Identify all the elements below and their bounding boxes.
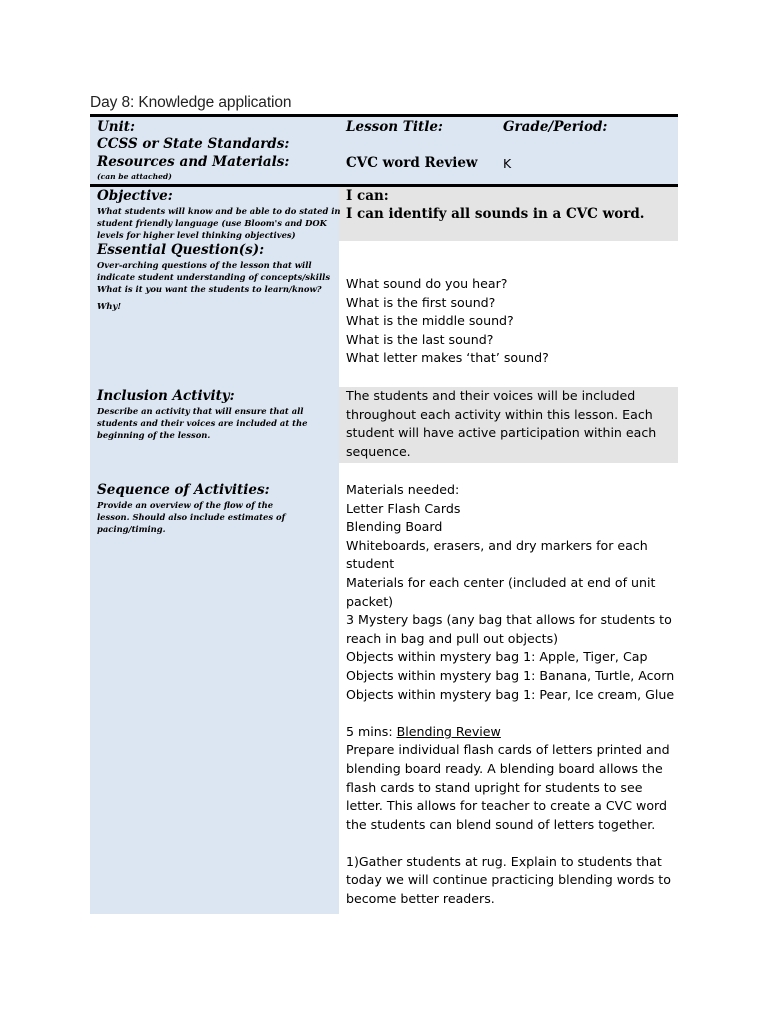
blending-time: 5 mins: bbox=[346, 723, 397, 739]
ican-statement: I can identify all sounds in a CVC word. bbox=[346, 206, 645, 222]
question-line: What letter makes ‘that’ sound? bbox=[346, 350, 549, 366]
materials-line: Blending Board bbox=[346, 519, 443, 535]
sequence-text bbox=[346, 481, 674, 909]
grade-value: K bbox=[503, 156, 512, 171]
page-title: Day 8: Knowledge application bbox=[90, 94, 292, 111]
gather-line: become better readers. bbox=[346, 891, 495, 907]
attached-note: (can be attached) bbox=[97, 172, 172, 181]
essential-why: Why! bbox=[97, 301, 122, 311]
blending-title: Blending Review bbox=[396, 723, 501, 739]
objective-description: What students will know and be able to do stated in student friendly language (use Bloom's and DOK levels for higher level thinking objectives) bbox=[97, 206, 341, 240]
grade-label: Grade/Period: bbox=[503, 119, 608, 135]
essential-questions bbox=[346, 275, 549, 368]
inclusion-line: student will have active participation within each bbox=[346, 425, 657, 441]
inclusion-description: Describe an activity that will ensure that all students and their voices are included at the beginning of the lesson. bbox=[97, 406, 308, 440]
lesson-title-label: Lesson Title: bbox=[346, 119, 443, 135]
blending-line: letter. This allows for teacher to create a CVC word bbox=[346, 798, 667, 814]
essential-description: Over-arching questions of the lesson that will indicate student understanding of concepts/skills What is it you want the students to learn/know? bbox=[97, 260, 331, 294]
blending-heading bbox=[346, 723, 674, 742]
gather-line: today we will continue practicing blending words to bbox=[346, 872, 671, 888]
objective-title: Objective: bbox=[97, 188, 173, 204]
materials-line: reach in bag and pull out objects) bbox=[346, 630, 559, 646]
materials-line: 3 Mystery bags (any bag that allows for students to bbox=[346, 612, 672, 628]
blending-line: Prepare individual flash cards of letters printed and bbox=[346, 742, 670, 758]
materials-line: Objects within mystery bag 1: Pear, Ice cream, Glue bbox=[346, 686, 675, 702]
inclusion-line: throughout each activity within this lesson. Each bbox=[346, 406, 653, 422]
materials-line: packet) bbox=[346, 593, 394, 609]
materials-line: Objects within mystery bag 1: Banana, Turtle, Acorn bbox=[346, 667, 675, 683]
standards-label: CCSS or State Standards: bbox=[97, 136, 290, 152]
question-line: What is the middle sound? bbox=[346, 313, 514, 329]
gather-line: 1)Gather students at rug. Explain to students that bbox=[346, 853, 662, 869]
inclusion-title: Inclusion Activity: bbox=[97, 388, 235, 404]
question-line: What is the first sound? bbox=[346, 294, 496, 310]
blending-line: blending board ready. A blending board allows the bbox=[346, 760, 663, 776]
question-line: What sound do you hear? bbox=[346, 276, 508, 291]
inclusion-text bbox=[346, 387, 656, 461]
inclusion-line: The students and their voices will be included bbox=[346, 388, 636, 403]
blending-line: the students can blend sound of letters together. bbox=[346, 816, 656, 832]
materials-line: Letter Flash Cards bbox=[346, 500, 461, 516]
left-column bbox=[90, 187, 339, 914]
materials-line: Materials needed: bbox=[346, 482, 460, 497]
resources-label: Resources and Materials: bbox=[97, 154, 290, 170]
materials-line: Objects within mystery bag 1: Apple, Tiger, Cap bbox=[346, 649, 648, 665]
lesson-title-value: CVC word Review bbox=[346, 155, 478, 171]
blank-line bbox=[346, 834, 674, 853]
ican-label: I can: bbox=[346, 188, 389, 204]
sequence-description: Provide an overview of the flow of the lesson. Should also include estimates of pacing/timing. bbox=[97, 500, 286, 534]
materials-line: Whiteboards, erasers, and dry markers for each bbox=[346, 537, 648, 553]
unit-label: Unit: bbox=[97, 119, 135, 135]
blank-line bbox=[346, 704, 674, 723]
materials-line: Materials for each center (included at end of unit bbox=[346, 574, 656, 590]
blending-line: flash cards to stand upright for students to see bbox=[346, 779, 643, 795]
sequence-title: Sequence of Activities: bbox=[97, 482, 270, 498]
inclusion-line: sequence. bbox=[346, 443, 411, 459]
essential-title: Essential Question(s): bbox=[97, 242, 265, 258]
question-line: What is the last sound? bbox=[346, 331, 494, 347]
materials-line: student bbox=[346, 556, 395, 572]
